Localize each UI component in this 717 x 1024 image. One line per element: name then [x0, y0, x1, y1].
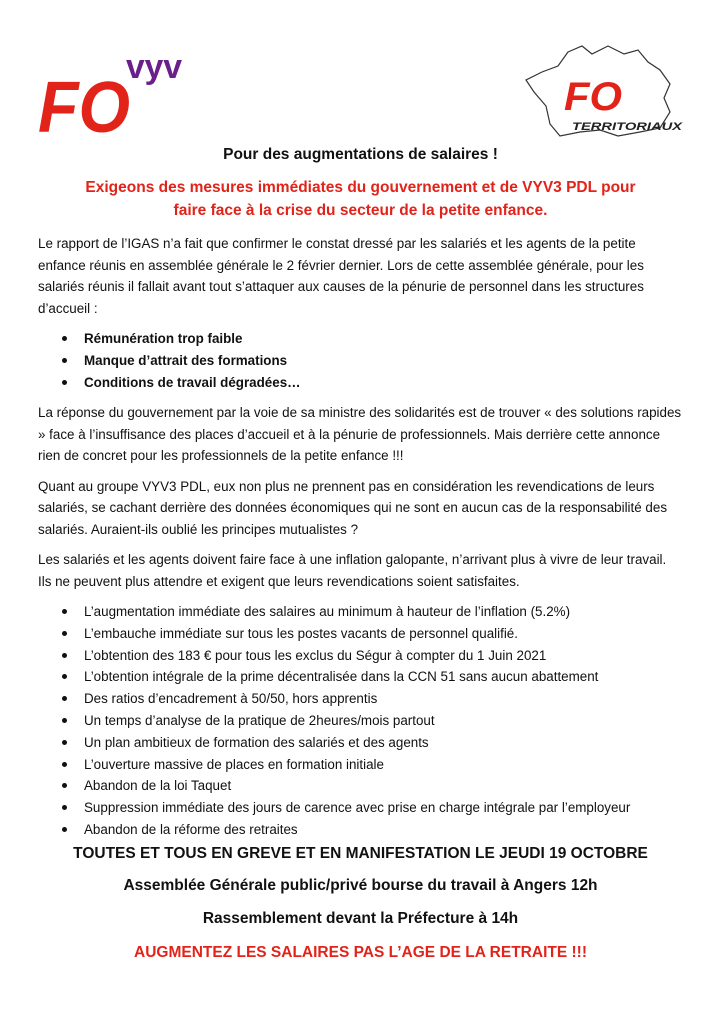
closing-slogan: AUGMENTEZ LES SALAIRES PAS L’AGE DE LA RETRAITE !!!	[134, 943, 587, 961]
list-item: L’ouverture massive de places en formation initiale	[84, 754, 683, 776]
list-item: Abandon de la réforme des retraites	[84, 819, 683, 841]
general-assembly-info: Assemblée Générale public/privé bourse du travail à Angers 12h	[123, 876, 598, 894]
list-item: L’obtention des 183 € pour tous les exclus du Ségur à compter du 1 Juin 2021	[84, 645, 683, 667]
paragraph-vyv3: Quant au groupe VYV3 PDL, eux non plus ne prennent pas en considération les revendications de leurs salariés, se cachant derrière des données économiques qui ne sont en aucun cas de la responsabilité des salariés. Auraient-ils oublié les principes mutualistes ?	[38, 478, 668, 537]
strike-call: TOUTES ET TOUS EN GREVE ET EN MANIFESTATION LE JEUDI 19 OCTOBRE	[73, 844, 648, 862]
list-item: Un plan ambitieux de formation des salariés et des agents	[84, 732, 683, 754]
demands-list	[38, 601, 683, 841]
fo-territoriaux-logo	[520, 40, 690, 140]
list-item: L’embauche immédiate sur tous les postes vacants de personnel qualifié.	[84, 623, 683, 645]
list-item: Suppression immédiate des jours de carence avec prise en charge intégrale par l’employeur	[84, 797, 683, 819]
list-item: Des ratios d’encadrement à 50/50, hors apprentis	[84, 688, 683, 710]
causes-list	[38, 328, 683, 394]
document-body	[38, 146, 683, 962]
page-title: Pour des augmentations de salaires !	[223, 146, 498, 163]
list-item: Un temps d’analyse de la pratique de 2heures/mois partout	[84, 710, 683, 732]
subtitle-line-1: Exigeons des mesures immédiates du gouvernement et de VYV3 PDL pour	[85, 179, 636, 196]
paragraph-inflation: Les salariés et les agents doivent faire face à une inflation galopante, n’arrivant plus à vivre de leur travail. Ils ne peuvent plus attendre et exigent que leurs revendications soient satisfaites.	[38, 552, 667, 589]
list-item: L’obtention intégrale de la prime décentralisée dans la CCN 51 sans aucun abattement	[84, 666, 683, 688]
fo-logo-text: FO	[38, 68, 130, 140]
subtitle-line-2: faire face à la crise du secteur de la petite enfance.	[173, 202, 548, 219]
list-item: Conditions de travail dégradées…	[84, 372, 683, 394]
gathering-info: Rassemblement devant la Préfecture à 14h	[202, 909, 519, 927]
list-item: L’augmentation immédiate des salaires au minimum à hauteur de l’inflation (5.2%)	[84, 601, 683, 623]
fo-vyv-logo	[38, 50, 188, 140]
list-item: Manque d’attrait des formations	[84, 350, 683, 372]
vyv-logo-text: vyv	[126, 50, 183, 86]
fo-territoriaux-logo-text: FO	[564, 75, 622, 119]
paragraph-intro: Le rapport de l’IGAS n’a fait que confirmer le constat dressé par les salariés et les agents de la petite enfance réunis en assemblée générale le 2 février dernier. Lors de cette assemblée générale, pour les salariés réunis il fallait avant tout s’attaquer aux causes de la pénurie de personnel dans les structures d’accueil :	[38, 236, 644, 316]
list-item: Rémunération trop faible	[84, 328, 683, 350]
territoriaux-label: TERRITORIAUX	[572, 121, 683, 133]
list-item: Abandon de la loi Taquet	[84, 775, 683, 797]
page-subtitle	[38, 176, 683, 222]
paragraph-government: La réponse du gouvernement par la voie de sa ministre des solidarités est de trouver « des solutions rapides » face à l’insuffisance des places d’accueil et à la pénurie de professionnels. Mais derrière cette annonce rien de concret pour les professionnels de la petite enfance !!!	[38, 405, 682, 463]
